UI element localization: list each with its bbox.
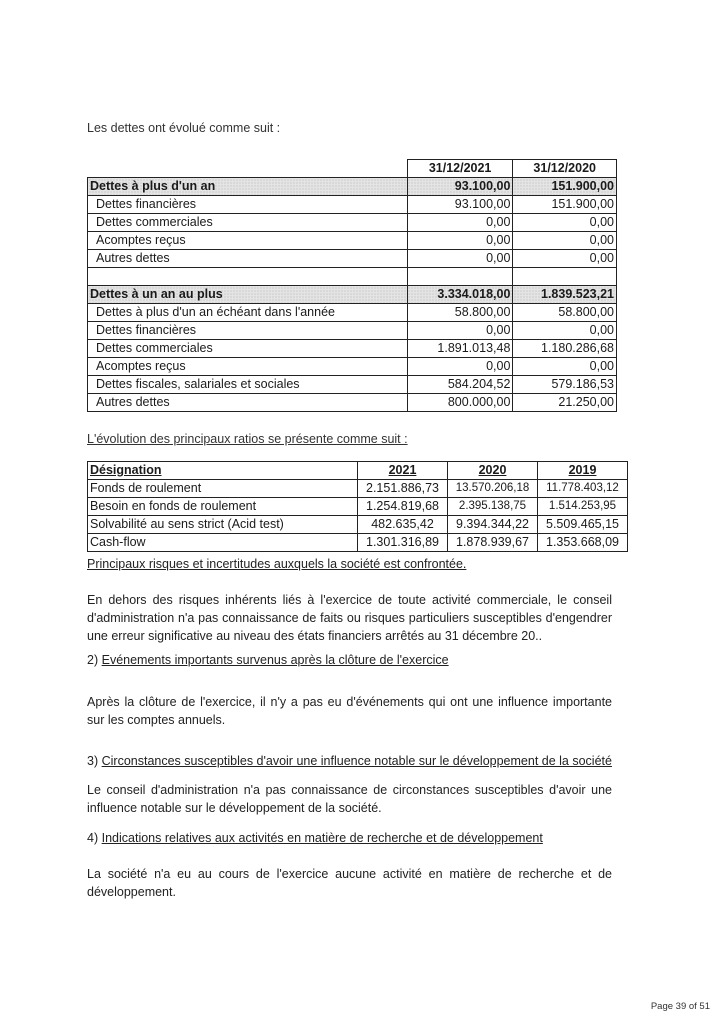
- section-value-2020: 151.900,00: [513, 178, 617, 196]
- debts-section-long-term: [88, 178, 617, 196]
- debts-header-2021: 31/12/2021: [407, 160, 513, 178]
- table-row: [88, 250, 617, 268]
- header-designation-text: Désignation: [90, 463, 162, 477]
- ratios-title: L'évolution des principaux ratios se présente comme suit :: [87, 432, 408, 446]
- table-row: [88, 340, 617, 358]
- row-value-2021: 0,00: [407, 214, 513, 232]
- table-row: [88, 516, 628, 534]
- header-2019: [538, 462, 628, 480]
- row-value-2020: 1.180.286,68: [513, 340, 617, 358]
- debts-header-blank: [88, 160, 408, 178]
- section-value-2020: 1.839.523,21: [513, 286, 617, 304]
- header-2020: [448, 462, 538, 480]
- risks-title: Principaux risques et incertitudes auxquels la société est confrontée.: [87, 557, 467, 571]
- row-value-2019: 5.509.465,15: [538, 516, 628, 534]
- debts-table: [87, 159, 617, 412]
- row-value-2021: 2.151.886,73: [358, 480, 448, 498]
- row-value-2021: 1.301.316,89: [358, 534, 448, 552]
- empty-cell: [513, 268, 617, 286]
- debts-header-row: [88, 160, 617, 178]
- row-value-2020: 21.250,00: [513, 394, 617, 412]
- row-label: Autres dettes: [88, 394, 408, 412]
- section-2-number: 2): [87, 653, 99, 667]
- row-label: Dettes financières: [88, 196, 408, 214]
- section-4-heading: [87, 829, 612, 847]
- row-value-2021: 800.000,00: [407, 394, 513, 412]
- row-value-2020: 58.800,00: [513, 304, 617, 322]
- row-label: Solvabilité au sens strict (Acid test): [88, 516, 358, 534]
- row-value-2020: 0,00: [513, 232, 617, 250]
- section-2-heading: [87, 651, 612, 669]
- section-3-title: Circonstances susceptibles d'avoir une influence notable sur le développement de la société: [101, 754, 612, 768]
- section-2-title: Evénements importants survenus après la clôture de l'exercice: [101, 653, 449, 667]
- section-2-body: Après la clôture de l'exercice, il n'y a pas eu d'événements qui ont une influence importante sur les comptes annuels.: [87, 695, 612, 727]
- ratios-header-row: [88, 462, 628, 480]
- section-label: Dettes à plus d'un an: [88, 178, 408, 196]
- header-2019-text: 2019: [568, 463, 597, 477]
- table-row: [88, 394, 617, 412]
- row-value-2021: 0,00: [407, 322, 513, 340]
- section-4-body: La société n'a eu au cours de l'exercice aucune activité en matière de recherche et de développement.: [87, 867, 612, 899]
- row-value-2019: 1.514.253,95: [538, 498, 628, 516]
- row-value-2021: 0,00: [407, 250, 513, 268]
- debts-header-2020: 31/12/2020: [513, 160, 617, 178]
- row-value-2020: 9.394.344,22: [448, 516, 538, 534]
- header-designation: [88, 462, 358, 480]
- row-value-2021: 1.891.013,48: [407, 340, 513, 358]
- section-label: Dettes à un an au plus: [88, 286, 408, 304]
- row-value-2019: 1.353.668,09: [538, 534, 628, 552]
- table-row: [88, 376, 617, 394]
- row-label: Dettes à plus d'un an échéant dans l'année: [88, 304, 408, 322]
- table-row: [88, 498, 628, 516]
- row-value-2020: 579.186,53: [513, 376, 617, 394]
- row-label: Dettes fiscales, salariales et sociales: [88, 376, 408, 394]
- section-value-2021: 3.334.018,00: [407, 286, 513, 304]
- table-row: [88, 232, 617, 250]
- section-3-number: 3): [87, 754, 99, 768]
- empty-cell: [407, 268, 513, 286]
- ratios-table: [87, 461, 628, 552]
- row-value-2020: 151.900,00: [513, 196, 617, 214]
- section-3-body: Le conseil d'administration n'a pas connaissance de circonstances susceptibles d'avoir une influence notable sur le développement de la société.: [87, 783, 612, 815]
- row-label: Dettes commerciales: [88, 340, 408, 358]
- table-row: [88, 322, 617, 340]
- section-value-2021: 93.100,00: [407, 178, 513, 196]
- table-row: [88, 214, 617, 232]
- row-label: Acomptes reçus: [88, 232, 408, 250]
- row-value-2020: 0,00: [513, 214, 617, 232]
- row-value-2020: 0,00: [513, 358, 617, 376]
- row-value-2020: 13.570.206,18: [448, 480, 538, 498]
- page-number: Page 39 of 51: [650, 1001, 710, 1012]
- debts-intro: Les dettes ont évolué comme suit :: [87, 121, 281, 135]
- header-2021: [358, 462, 448, 480]
- table-row: [88, 358, 617, 376]
- debts-section-short-term: [88, 286, 617, 304]
- section-3-heading: [87, 752, 612, 770]
- row-label: Acomptes reçus: [88, 358, 408, 376]
- header-2020-text: 2020: [478, 463, 507, 477]
- row-value-2019: 11.778.403,12: [538, 480, 628, 498]
- table-row: [88, 480, 628, 498]
- row-label: Autres dettes: [88, 250, 408, 268]
- row-value-2020: 0,00: [513, 250, 617, 268]
- row-label: Cash-flow: [88, 534, 358, 552]
- table-row: [88, 534, 628, 552]
- empty-row: [88, 268, 617, 286]
- row-value-2021: 0,00: [407, 232, 513, 250]
- row-value-2021: 93.100,00: [407, 196, 513, 214]
- section-4-title: Indications relatives aux activités en matière de recherche et de développement: [101, 831, 543, 845]
- row-label: Dettes commerciales: [88, 214, 408, 232]
- row-value-2021: 58.800,00: [407, 304, 513, 322]
- row-label: Fonds de roulement: [88, 480, 358, 498]
- row-label: Besoin en fonds de roulement: [88, 498, 358, 516]
- empty-cell: [88, 268, 408, 286]
- row-value-2021: 0,00: [407, 358, 513, 376]
- row-value-2020: 2.395.138,75: [448, 498, 538, 516]
- table-row: [88, 304, 617, 322]
- row-value-2021: 584.204,52: [407, 376, 513, 394]
- section-4-number: 4): [87, 831, 99, 845]
- row-value-2021: 1.254.819,68: [358, 498, 448, 516]
- row-label: Dettes financières: [88, 322, 408, 340]
- table-row: [88, 196, 617, 214]
- row-value-2021: 482.635,42: [358, 516, 448, 534]
- row-value-2020: 0,00: [513, 322, 617, 340]
- header-2021-text: 2021: [388, 463, 417, 477]
- risks-body: En dehors des risques inhérents liés à l'exercice de toute activité commerciale, le conseil d'administration n'a pas connaissance de faits ou risques particuliers susceptibles d'engendrer une erreur significative au niveau des états financiers arrêtés au 31 décembre 20..: [87, 593, 612, 643]
- row-value-2020: 1.878.939,67: [448, 534, 538, 552]
